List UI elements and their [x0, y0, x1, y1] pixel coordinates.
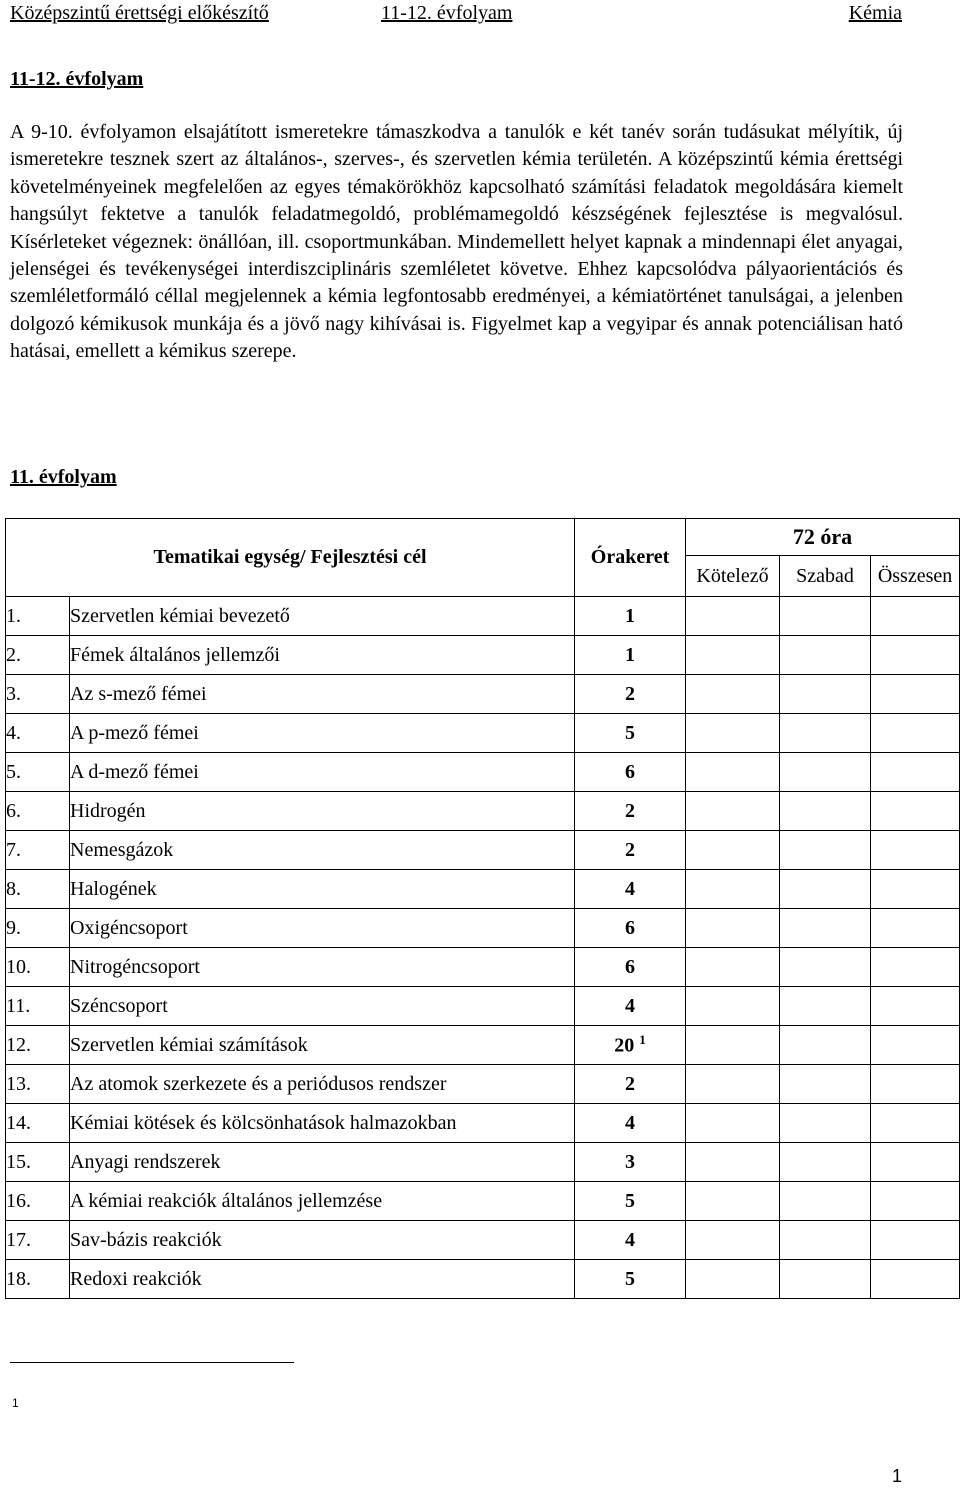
row-total-cell [871, 1143, 960, 1182]
row-total-cell [871, 987, 960, 1026]
table-row [6, 909, 960, 948]
row-free-cell [780, 870, 871, 909]
row-hours [575, 987, 686, 1026]
row-topic: Redoxi reakciók [70, 1260, 575, 1299]
row-topic: Sav-bázis reakciók [70, 1221, 575, 1260]
year-title: 11. évfolyam [10, 466, 117, 488]
footnote-marker: 1 [12, 1396, 19, 1410]
row-free-cell [780, 597, 871, 636]
row-hours-value: 20 [614, 1034, 640, 1057]
row-hours-value: 6 [625, 916, 636, 939]
row-mandatory-cell [686, 1143, 780, 1182]
row-topic: A kémiai reakciók általános jellemzése [70, 1182, 575, 1221]
row-total-cell [871, 1182, 960, 1221]
row-free-cell [780, 1221, 871, 1260]
header-topic: Tematikai egység/ Fejlesztési cél [6, 519, 575, 597]
row-free-cell [780, 792, 871, 831]
row-hours-value: 6 [625, 760, 636, 783]
row-free-cell [780, 987, 871, 1026]
row-number: 6. [6, 792, 70, 831]
row-number: 1. [6, 597, 70, 636]
row-hours-value: 3 [625, 1150, 636, 1173]
row-topic: A p-mező fémei [70, 714, 575, 753]
row-total-cell [871, 1104, 960, 1143]
row-free-cell [780, 675, 871, 714]
row-free-cell [780, 909, 871, 948]
table-row [6, 1221, 960, 1260]
row-hours [575, 1104, 686, 1143]
table-row [6, 870, 960, 909]
row-total-cell [871, 675, 960, 714]
row-number: 9. [6, 909, 70, 948]
row-mandatory-cell [686, 1182, 780, 1221]
row-hours [575, 831, 686, 870]
row-mandatory-cell [686, 1104, 780, 1143]
row-mandatory-cell [686, 948, 780, 987]
row-number: 7. [6, 831, 70, 870]
row-total-cell [871, 948, 960, 987]
row-total-cell [871, 792, 960, 831]
row-hours-value: 2 [625, 838, 636, 861]
curriculum-table [5, 518, 960, 1299]
footnote-separator [10, 1362, 294, 1363]
row-hours-value: 4 [625, 877, 636, 900]
row-free-cell [780, 1065, 871, 1104]
subheader-total: Összesen [871, 556, 960, 597]
row-free-cell [780, 1104, 871, 1143]
table-row [6, 831, 960, 870]
table-row [6, 1026, 960, 1065]
header-total-hours: 72 óra [686, 519, 960, 556]
row-hours [575, 714, 686, 753]
row-hours [575, 636, 686, 675]
row-free-cell [780, 831, 871, 870]
table-row [6, 753, 960, 792]
row-number: 16. [6, 1182, 70, 1221]
row-total-cell [871, 831, 960, 870]
row-mandatory-cell [686, 675, 780, 714]
row-hours-value: 5 [625, 1267, 636, 1290]
row-topic: Az s-mező fémei [70, 675, 575, 714]
row-free-cell [780, 1260, 871, 1299]
row-free-cell [780, 636, 871, 675]
row-number: 10. [6, 948, 70, 987]
header-right: Kémia [848, 2, 902, 24]
row-number: 12. [6, 1026, 70, 1065]
row-hours-value: 2 [625, 799, 636, 822]
row-mandatory-cell [686, 831, 780, 870]
row-total-cell [871, 753, 960, 792]
row-total-cell [871, 1065, 960, 1104]
row-topic: Nitrogéncsoport [70, 948, 575, 987]
row-number: 15. [6, 1143, 70, 1182]
row-hours-value: 1 [625, 643, 636, 666]
row-topic: Hidrogén [70, 792, 575, 831]
row-free-cell [780, 1026, 871, 1065]
table-row [6, 597, 960, 636]
table-row [6, 636, 960, 675]
row-number: 2. [6, 636, 70, 675]
row-mandatory-cell [686, 1065, 780, 1104]
row-hours-value: 4 [625, 1111, 636, 1134]
table-row [6, 1143, 960, 1182]
table-row [6, 675, 960, 714]
row-hours [575, 1182, 686, 1221]
row-free-cell [780, 714, 871, 753]
row-hours [575, 753, 686, 792]
row-mandatory-cell [686, 636, 780, 675]
row-topic: Fémek általános jellemzői [70, 636, 575, 675]
row-total-cell [871, 1026, 960, 1065]
subheader-mandatory: Kötelező [686, 556, 780, 597]
row-mandatory-cell [686, 1221, 780, 1260]
row-hours-value: 4 [625, 994, 636, 1017]
row-topic: Kémiai kötések és kölcsönhatások halmazokban [70, 1104, 575, 1143]
row-hours-value: 4 [625, 1228, 636, 1251]
row-mandatory-cell [686, 870, 780, 909]
header-hours: Órakeret [575, 519, 686, 597]
row-hours [575, 1221, 686, 1260]
row-topic: Anyagi rendszerek [70, 1143, 575, 1182]
row-mandatory-cell [686, 1026, 780, 1065]
row-total-cell [871, 909, 960, 948]
row-hours [575, 597, 686, 636]
row-total-cell [871, 1221, 960, 1260]
table-row [6, 1104, 960, 1143]
row-topic: Szervetlen kémiai számítások [70, 1026, 575, 1065]
row-hours [575, 792, 686, 831]
table-row [6, 792, 960, 831]
row-hours-value: 1 [625, 604, 636, 627]
table-row [6, 714, 960, 753]
row-number: 13. [6, 1065, 70, 1104]
row-mandatory-cell [686, 792, 780, 831]
row-number: 14. [6, 1104, 70, 1143]
row-hours [575, 1143, 686, 1182]
row-total-cell [871, 714, 960, 753]
table-row [6, 1182, 960, 1221]
row-mandatory-cell [686, 1260, 780, 1299]
table-row [6, 1260, 960, 1299]
row-topic: Széncsoport [70, 987, 575, 1026]
row-total-cell [871, 1260, 960, 1299]
table-row [6, 948, 960, 987]
row-free-cell [780, 753, 871, 792]
row-free-cell [780, 948, 871, 987]
table-row [6, 987, 960, 1026]
page-number: 1 [891, 1466, 902, 1486]
row-topic: Nemesgázok [70, 831, 575, 870]
row-number: 17. [6, 1221, 70, 1260]
row-total-cell [871, 636, 960, 675]
row-hours-value: 5 [625, 721, 636, 744]
row-topic: Szervetlen kémiai bevezető [70, 597, 575, 636]
row-number: 11. [6, 987, 70, 1026]
section-title: 11-12. évfolyam [10, 68, 144, 90]
intro-paragraph: A 9-10. évfolyamon elsajátított ismeretekre támaszkodva a tanulók e két tanév során tudásukat mélyítik, új ismeretekre tesznek szert az általános-, szerves-, és szervetlen kémia területén. A középszintű kémia érettségi követelményeinek megfelelően az egyes témakörökhöz kapcsolható számítási feladatok megoldására kiemelt hangsúlyt fektetve a tanulók feladatmegoldó, problémamegoldó készségének fejlesztése is megvalósul. Kísérleteket végeznek: önállóan, ill. csoportmunkában. Mindemellett helyet kapnak a mindennapi élet anyagai, jelenségei és tevékenységei interdiszciplináris szemléletet követve. Ehhez kapcsolódva pályaorientációs és szemléletformáló céllal megjelennek a kémia legfontosabb eredményei, a kémiatörténet tanulságai, a jelenben dolgozó kémikusok munkája és a jövő nagy kihívásai is. Figyelmet kap a vegyipar és annak potenciálisan ható hatásai, emellett a kémikus szerepe. [10, 121, 903, 363]
table-row [6, 1065, 960, 1104]
row-hours [575, 1026, 686, 1065]
row-hours-value: 5 [625, 1189, 636, 1212]
footnote-reference: 1 [639, 1032, 646, 1048]
row-hours [575, 675, 686, 714]
table-header-row [6, 519, 960, 556]
row-topic: Halogének [70, 870, 575, 909]
subheader-free: Szabad [780, 556, 871, 597]
row-number: 8. [6, 870, 70, 909]
row-hours [575, 909, 686, 948]
row-total-cell [871, 870, 960, 909]
row-hours [575, 1065, 686, 1104]
row-topic: A d-mező fémei [70, 753, 575, 792]
row-total-cell [871, 597, 960, 636]
row-number: 4. [6, 714, 70, 753]
row-mandatory-cell [686, 753, 780, 792]
row-mandatory-cell [686, 987, 780, 1026]
row-free-cell [780, 1143, 871, 1182]
row-hours [575, 948, 686, 987]
row-topic: Oxigéncsoport [70, 909, 575, 948]
row-hours-value: 6 [625, 955, 636, 978]
row-number: 3. [6, 675, 70, 714]
row-number: 18. [6, 1260, 70, 1299]
row-hours-value: 2 [625, 1072, 636, 1095]
row-hours [575, 1260, 686, 1299]
row-free-cell [780, 1182, 871, 1221]
row-number: 5. [6, 753, 70, 792]
row-hours-value: 2 [625, 682, 636, 705]
row-mandatory-cell [686, 909, 780, 948]
row-mandatory-cell [686, 714, 780, 753]
header-left: Középszintű érettségi előkészítő [10, 2, 269, 24]
row-topic: Az atomok szerkezete és a periódusos rendszer [70, 1065, 575, 1104]
header-middle: 11-12. évfolyam [381, 2, 513, 24]
row-hours [575, 870, 686, 909]
row-mandatory-cell [686, 597, 780, 636]
